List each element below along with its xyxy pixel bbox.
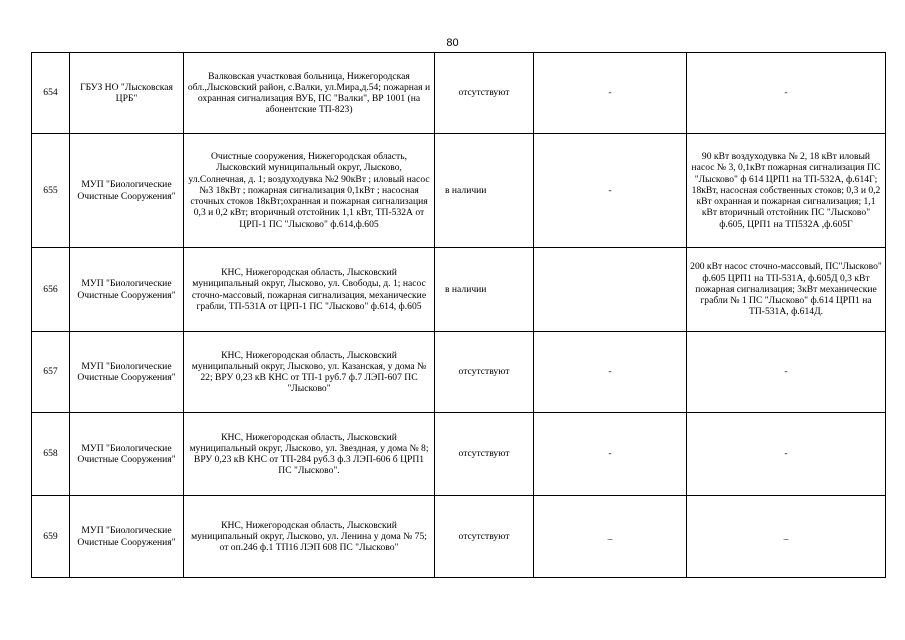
row-number-cell: [32, 53, 70, 134]
column-5-value: _: [607, 530, 613, 542]
row-number-cell: [32, 413, 70, 496]
row-number-cell: [32, 496, 70, 578]
object-cell: [184, 134, 435, 248]
object-cell: [184, 248, 435, 332]
object-description: КНС, Нижегородская область, Лысковский муниципальный округ, Лысково, ул. Звездная, у дома № 8; ВРУ 0,23 кВ КНС от ТП-284 руб.3 ф.3 ЛЭП-606 б ЦРП1 ПС "Лысково".: [189, 431, 429, 477]
column-5-cell: [534, 413, 687, 496]
availability-status: в наличии: [445, 184, 487, 196]
availability-status: в наличии: [445, 283, 487, 295]
table-row: [32, 332, 886, 413]
table-row: [32, 413, 886, 496]
column-6-value: -: [784, 448, 788, 460]
status-cell: [435, 413, 534, 496]
page-number: 80: [446, 37, 459, 49]
organization-name: МУП "Биологические Очистные Сооружения": [77, 360, 176, 383]
row-number: 659: [43, 530, 58, 542]
column-5-cell: [534, 248, 687, 332]
column-6-cell: [687, 413, 886, 496]
row-number: 658: [43, 448, 58, 460]
facilities-table: [31, 52, 886, 578]
column-5-value: -: [608, 366, 612, 378]
column-5-cell: [534, 134, 687, 248]
object-description: Валковская участковая больница, Нижегородская обл.,Лысковский район, с.Валки, ул.Мира,д.54; пожарная и охранная сигнализация ВУБ, ПС "Валки", ВР 1001 (на абонентские ТП-823): [187, 70, 431, 116]
organization-cell: [70, 53, 184, 134]
object-description: КНС, Нижегородская область, Лысковский муниципальный округ, Лысково, ул. Ленина у дома № 75; от оп.246 ф.1 ТП16 ЛЭП 608 ПС "Лысково": [191, 519, 427, 554]
column-5-value: -: [608, 87, 612, 99]
status-cell: [435, 248, 534, 332]
status-cell: [435, 53, 534, 134]
column-6-cell: [687, 134, 886, 248]
object-cell: [184, 496, 435, 578]
organization-name: МУП "Биологические Очистные Сооружения": [77, 179, 176, 202]
availability-status: отсутствуют: [458, 530, 510, 542]
column-6-value: -: [784, 87, 788, 99]
table-row: [32, 248, 886, 332]
availability-status: отсутствуют: [458, 87, 510, 99]
column-5-cell: [534, 53, 687, 134]
column-5-cell: [534, 496, 687, 578]
column-6-cell: [687, 496, 886, 578]
row-number: 656: [43, 283, 58, 295]
organization-name: МУП "Биологические Очистные Сооружения": [77, 442, 176, 465]
organization-cell: [70, 413, 184, 496]
organization-cell: [70, 248, 184, 332]
organization-cell: [70, 496, 184, 578]
column-6-value: 200 кВт насос сточно-массовый, ПС"Лысково" ф.605 ЦРП1 на ТП-531А, ф.605Д 0,3 кВт пожарная сигнализация; 3кВт механические грабли № 1 ПС "Лысково" ф.614 ЦРП1 на ТП-531А, ф.614Д.: [690, 261, 882, 318]
object-description: КНС, Нижегородская область, Лысковский муниципальный округ, Лысково, ул. Свободы, д. 1; насос сточно-массовый, пожарная сигнализация, механические грабли, ТП-531А от ЦРП-1 ПС "Лысково" ф.614, ф.605: [191, 267, 427, 312]
organization-cell: [70, 134, 184, 248]
object-cell: [184, 332, 435, 413]
status-cell: [435, 134, 534, 248]
availability-status: отсутствуют: [458, 448, 510, 460]
organization-name: ГБУЗ НО "Лысковская ЦРБ": [80, 81, 173, 104]
column-5-cell: [534, 332, 687, 413]
object-cell: [184, 53, 435, 134]
availability-status: отсутствуют: [458, 366, 510, 378]
organization-name: МУП "Биологические Очистные Сооружения": [77, 278, 176, 301]
object-cell: [184, 413, 435, 496]
table-row: [32, 134, 886, 248]
organization-name: МУП "Биологические Очистные Сооружения": [77, 525, 176, 548]
status-cell: [435, 496, 534, 578]
column-6-cell: [687, 248, 886, 332]
row-number: 655: [43, 184, 58, 196]
column-5-value: -: [608, 184, 612, 196]
row-number: 654: [43, 87, 58, 99]
column-6-value: -: [784, 366, 788, 378]
column-6-value: 90 кВт воздуходувка № 2, 18 кВт иловый насос № 3, 0,1кВт пожарная сигнализация ПС "Лысково" ф 614 ЦРП1 на ТП-532А, ф.614Г; 18кВт, насосная собственных стоков; 0,3 и 0,2 кВт охранная и пожарная сигнализация; 1,1 кВт вторичный отстойник ПС "Лысково" ф.605, ЦРП1 на ТП532А ,ф.605Г: [691, 151, 881, 230]
object-description: КНС, Нижегородская область, Лысковский муниципальный округ, Лысково, ул. Казанская, у дома № 22; ВРУ 0,23 кВ КНС от ТП-1 руб.7 ф.7 ЛЭП-607 ПС "Лысково": [191, 349, 427, 395]
column-6-cell: [687, 332, 886, 413]
column-6-cell: [687, 53, 886, 134]
column-6-value: _: [783, 530, 789, 542]
column-5-value: -: [608, 448, 612, 460]
row-number-cell: [32, 332, 70, 413]
object-description: Очистные сооружения, Нижегородская область, Лысковский муниципальный округ, Лысково, ул.Солнечная, д. 1; воздуходувка №2 90кВт ; иловый насос №3 18кВт ; пожарная сигнализация 0,1кВт ; насосная сточных стоков 18кВт;охранная и пожарная сигнализация 0,3 и 0,2 кВт; вторичный отстойник 1,1 кВт, ТП-532А от ЦРП-1 ПС "Лысково" ф.614,ф.605: [188, 151, 430, 230]
table-row: [32, 496, 886, 578]
organization-cell: [70, 332, 184, 413]
row-number-cell: [32, 248, 70, 332]
row-number-cell: [32, 134, 70, 248]
row-number: 657: [43, 366, 58, 378]
status-cell: [435, 332, 534, 413]
table-row: [32, 53, 886, 134]
